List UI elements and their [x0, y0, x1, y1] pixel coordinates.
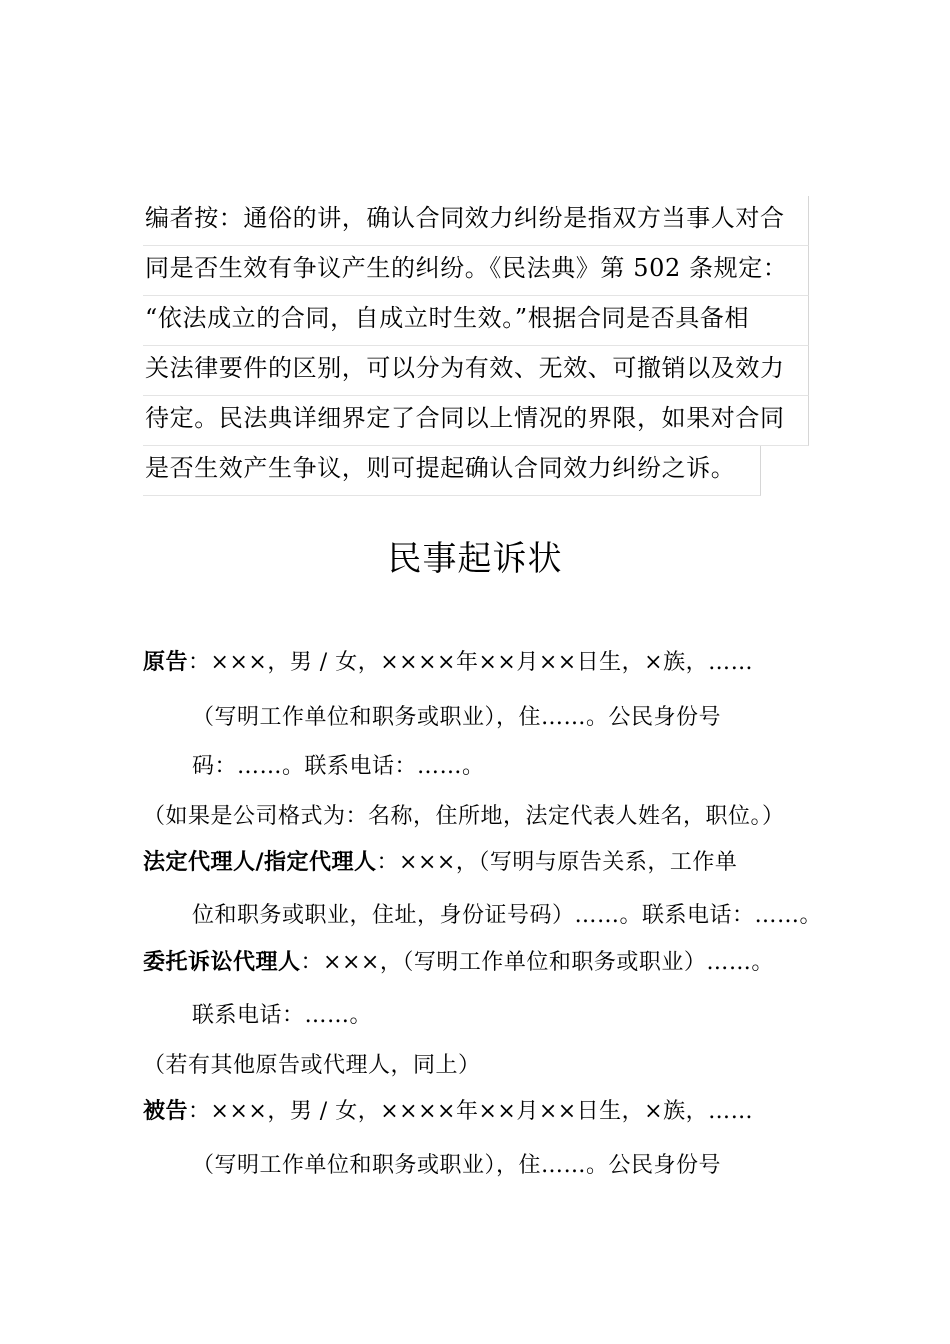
plaintiff-line-2: （写明工作单位和职务或职业），住……。公民身份号	[192, 705, 722, 730]
entrusted-agent-line-1	[143, 946, 774, 980]
plaintiff-line-1	[143, 646, 753, 680]
legal-agent-line-2: 位和职务或职业，住址，身份证号码）……。联系电话：……。	[192, 903, 823, 928]
editor-note-line: 是否生效产生争议，则可提起确认合同效力纠纷之诉。	[143, 446, 761, 496]
editor-note-line: 同是否生效有争议产生的纠纷。《民法典》第 502 条规定：	[143, 246, 809, 296]
entrusted-agent-line-2: 联系电话：……。	[192, 1003, 373, 1028]
plaintiff-info: ：×××，男 / 女，××××年××月××日生，×族，……	[188, 650, 754, 675]
entrusted-agent-info: ：×××，（写明工作单位和职务或职业）……。	[300, 950, 774, 975]
defendant-line-2: （写明工作单位和职务或职业），住……。公民身份号	[192, 1153, 722, 1178]
editor-note	[143, 196, 809, 496]
defendant-info: ：×××，男 / 女，××××年××月××日生，×族，……	[188, 1099, 754, 1124]
legal-agent-label: 法定代理人/指定代理人	[143, 850, 377, 875]
plaintiff-label: 原告	[143, 650, 189, 675]
defendant-line-1	[143, 1095, 753, 1129]
legal-agent-line-1	[143, 846, 737, 880]
entrusted-agent-label: 委托诉讼代理人	[143, 950, 301, 975]
document-title: 民事起诉状	[387, 539, 563, 579]
company-format-note: （如果是公司格式为：名称，住所地，法定代表人姓名，职位。）	[143, 804, 785, 829]
editor-note-line: “依法成立的合同，自成立时生效。”根据合同是否具备相	[143, 296, 809, 346]
editor-note-line: 关法律要件的区别，可以分为有效、无效、可撤销以及效力	[143, 346, 809, 396]
editor-note-line: 待定。民法典详细界定了合同以上情况的界限，如果对合同	[143, 396, 809, 446]
editor-note-line: 编者按：通俗的讲，确认合同效力纠纷是指双方当事人对合	[143, 196, 809, 246]
defendant-label: 被告	[143, 1099, 189, 1124]
legal-agent-info: ：×××，（写明与原告关系，工作单	[376, 850, 738, 875]
other-parties-note: （若有其他原告或代理人，同上）	[143, 1053, 481, 1078]
plaintiff-line-3: 码：……。联系电话：……。	[192, 754, 485, 779]
